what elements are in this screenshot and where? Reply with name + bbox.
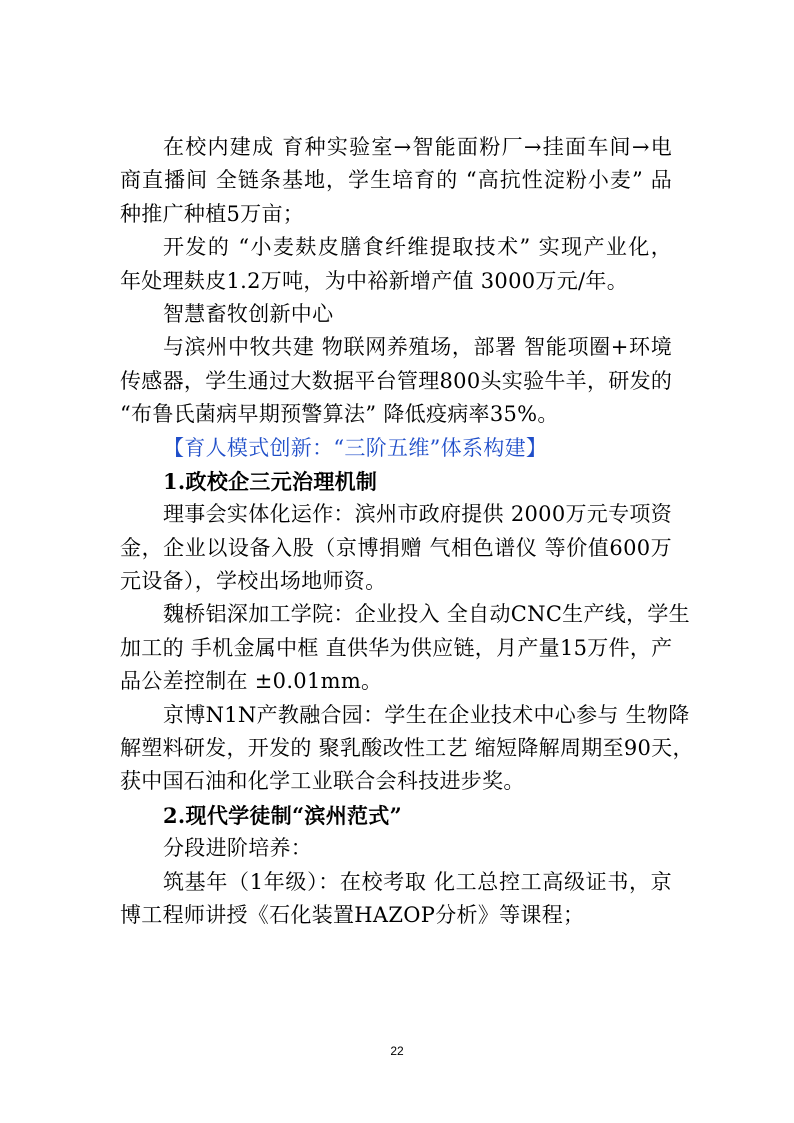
text-line: 加工的 手机金属中框 直供华为供应链，月产量15万件，产 <box>120 635 673 660</box>
subheading-text: 智慧畜牧创新中心 <box>163 301 334 326</box>
highlight-heading <box>120 432 672 465</box>
paragraph-jingbo <box>120 699 694 799</box>
text-line: 博工程师讲授《石化装置HAZOP分析》等课程； <box>120 902 585 927</box>
text-line: 获中国石油和化学工业联合会科技进步奖。 <box>120 769 525 794</box>
paragraph-foundation-year <box>120 866 672 933</box>
text-line: 种推广种植5万亩； <box>120 201 305 226</box>
paragraph-staged-training <box>120 832 672 865</box>
text-line: 品公差控制在 ±0.01mm。 <box>120 669 383 694</box>
document-body <box>120 131 694 932</box>
text-line: “布鲁氏菌病早期预警算法” 降低疫病率35%。 <box>120 402 559 427</box>
text-line: 传感器，学生通过大数据平台管理800头实验牛羊，研发的 <box>120 368 673 393</box>
subheading-smart-livestock <box>120 298 672 331</box>
paragraph-campus-base <box>120 131 672 231</box>
highlight-heading-text: 【育人模式创新：“三阶五维”体系构建】 <box>163 435 548 460</box>
text-line: 筑基年（1年级）：在校考取 化工总控工高级证书，京 <box>163 869 672 894</box>
paragraph-weiqiao <box>120 598 690 698</box>
paragraph-iot-farm <box>120 331 672 431</box>
text-line: 在校内建成 育种实验室→智能面粉厂→挂面车间→电 <box>163 135 672 159</box>
page-number: 22 <box>390 1044 404 1058</box>
text-line: 京博N1N产教融合园：学生在企业技术中心参与 生物降 <box>163 702 690 727</box>
text-line: 年处理麸皮1.2万吨，为中裕新增产值 3000万元/年。 <box>120 268 628 293</box>
paragraph-council <box>120 498 672 598</box>
section-heading-text: 2.现代学徒制“滨州范式” <box>163 802 402 828</box>
paragraph-bran-fiber <box>120 231 672 298</box>
text-line: 理事会实体化运作：滨州市政府提供 2000万元专项资 <box>163 502 672 527</box>
text-line: 分段进阶培养： <box>163 836 313 861</box>
text-line: 解塑料研发，开发的 聚乳酸改性工艺 缩短降解周期至90天， <box>120 736 694 761</box>
text-line: 开发的 “小麦麸皮膳食纤维提取技术” 实现产业化， <box>163 235 672 260</box>
section-heading-text: 1.政校企三元治理机制 <box>163 468 378 494</box>
text-line: 魏桥铝深加工学院：企业投入 全自动CNC生产线，学生 <box>163 602 690 627</box>
text-line: 商直播间 全链条基地，学生培育的 “高抗性淀粉小麦” 品 <box>120 168 672 193</box>
text-line: 与滨州中牧共建 物联网养殖场，部署 智能项圈+环境 <box>163 335 672 360</box>
section-heading-1 <box>120 465 672 498</box>
text-line: 元设备），学校出场地师资。 <box>120 569 387 594</box>
text-line: 金，企业以设备入股（京博捐赠 气相色谱仪 等价值600万 <box>120 535 672 560</box>
section-heading-2 <box>120 799 672 832</box>
